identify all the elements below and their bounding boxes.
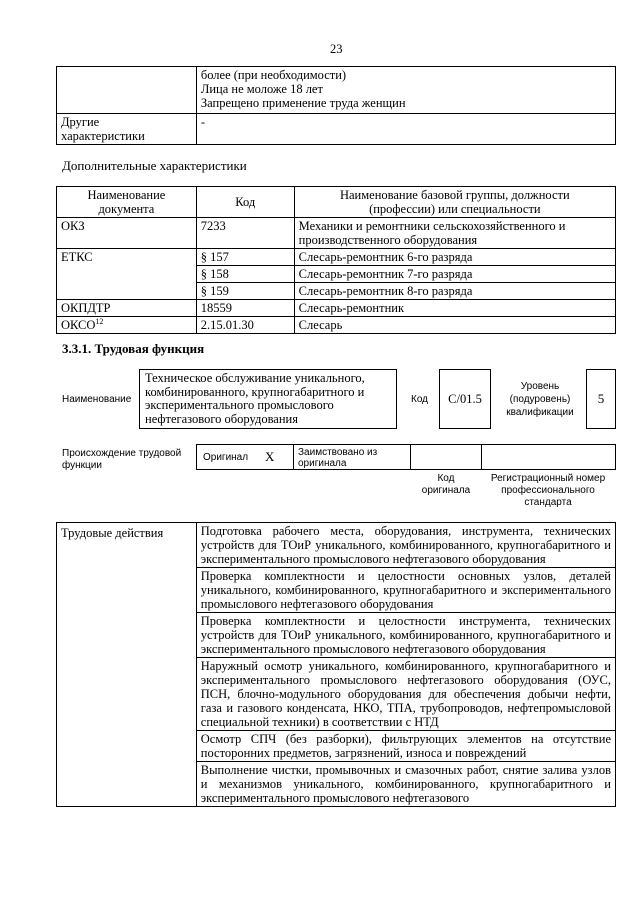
original-cell: Оригинал X xyxy=(196,444,294,470)
labour-actions-label: Трудовые действия xyxy=(57,523,197,807)
action-item: Осмотр СПЧ (без разборки), фильтрующих элементов на отсутствие посторонних предметов, загрязнений, износа и повреждений xyxy=(196,731,615,762)
code-cell: § 159 xyxy=(196,283,294,300)
name-cell: Слесарь-ремонтник 6-го разряда xyxy=(294,249,615,266)
document-cell: ОКСО$^{12}$ xyxy=(57,317,197,334)
origin-label: Происхождение трудовой функции xyxy=(62,448,182,471)
document-cell: ЕТКС xyxy=(57,249,197,300)
code-cell: 2.15.01.30 xyxy=(196,317,294,334)
original-mark: X xyxy=(265,449,275,464)
requirement-line: Лица не моложе 18 лет xyxy=(200,82,323,96)
action-item: Проверка комплектности и целостности инструмента, технических устройств для ТОиР уникального, комбинированного, крупногабаритного и экспериментального промыслового нефтегазового оборудования xyxy=(196,613,615,658)
table-row xyxy=(57,67,616,114)
action-item: Выполнение чистки, промывочных и смазочных работ, снятие залива узлов и механизмов уникального, комбинированного, крупногабаритного и экспериментального промыслового нефтегазового xyxy=(196,762,615,807)
table-header-row xyxy=(57,187,616,218)
table-row xyxy=(57,114,616,145)
function-name-box: Техническое обслуживание уникального, комбинированного, крупногабаритного и экспериментального промыслового нефтегазового оборудования xyxy=(139,369,397,429)
registration-number-caption: Регистрационный номер профессионального стандарта xyxy=(490,473,606,508)
action-item: Наружный осмотр уникального, комбинированного, крупногабаритного и экспериментального промыслового нефтегазового оборудования (ОУС, ПСН, блочно-модульного оборудования для обеспечения добычи нефти, газа и газового конденсата, НКО, ТПА, трубопроводов, нефтепромысловой специальной техники) в соответствии с НТД xyxy=(196,658,615,731)
name-cell: Слесарь-ремонтник 7-го разряда xyxy=(294,266,615,283)
other-characteristics-value: - xyxy=(196,114,615,145)
borrowed-cell: Заимствовано из оригинала xyxy=(293,444,411,470)
requirement-line: более (при необходимости) xyxy=(200,68,347,82)
table-row xyxy=(57,523,616,568)
requirement-line: Запрещено применение труда женщин xyxy=(200,96,406,110)
requirements-cell xyxy=(196,67,615,114)
code-cell: 7233 xyxy=(196,218,294,249)
qualification-level-label: Уровень (подуровень) квалификации xyxy=(506,381,574,418)
additional-characteristics-table xyxy=(56,186,616,334)
name-cell: Механики и ремонтники сельскохозяйственного и производственного оборудования xyxy=(294,218,615,249)
other-characteristics-label: Другие характеристики xyxy=(57,114,197,145)
table-row xyxy=(57,218,616,249)
function-code-box: C/01.5 xyxy=(439,369,491,429)
name-cell: Слесарь-ремонтник xyxy=(294,300,615,317)
document-cell: ОКЗ xyxy=(57,218,197,249)
top-characteristics-table xyxy=(56,66,616,145)
action-item: Проверка комплектности и целостности основных узлов, деталей уникального, комбинированного, крупногабаритного и экспериментального промыслового нефтегазового оборудования xyxy=(196,568,615,613)
code-cell: 18559 xyxy=(196,300,294,317)
additional-characteristics-heading: Дополнительные характеристики xyxy=(62,158,247,173)
original-code-caption: Код оригинала xyxy=(421,473,471,496)
table-row xyxy=(57,300,616,317)
registration-number-cell xyxy=(481,444,616,470)
qualification-level-box: 5 xyxy=(586,369,616,429)
header-code: Код xyxy=(196,187,294,218)
labour-actions-table xyxy=(56,522,616,807)
code-cell: § 158 xyxy=(196,266,294,283)
code-cell: § 157 xyxy=(196,249,294,266)
table-row xyxy=(57,317,616,334)
code-label: Код xyxy=(411,394,429,405)
name-cell: Слесарь xyxy=(294,317,615,334)
header-document: Наименование документа xyxy=(57,187,197,218)
header-group-name: Наименование базовой группы, должности (профессии) или специальности xyxy=(294,187,615,218)
page-number: 23 xyxy=(330,42,343,56)
action-item: Подготовка рабочего места, оборудования, инструмента, технических устройств для ТОиР уникального, комбинированного, крупногабаритного и экспериментального промыслового нефтегазового оборудования xyxy=(196,523,615,568)
function-name-label: Наименование xyxy=(62,394,132,405)
original-code-cell xyxy=(410,444,482,470)
section-heading: 3.3.1. Трудовая функция xyxy=(62,341,205,356)
document-cell: ОКПДТР xyxy=(57,300,197,317)
name-cell: Слесарь-ремонтник 8-го разряда xyxy=(294,283,615,300)
footnote-marker[interactable]: 12 xyxy=(95,316,104,326)
table-row xyxy=(57,249,616,266)
